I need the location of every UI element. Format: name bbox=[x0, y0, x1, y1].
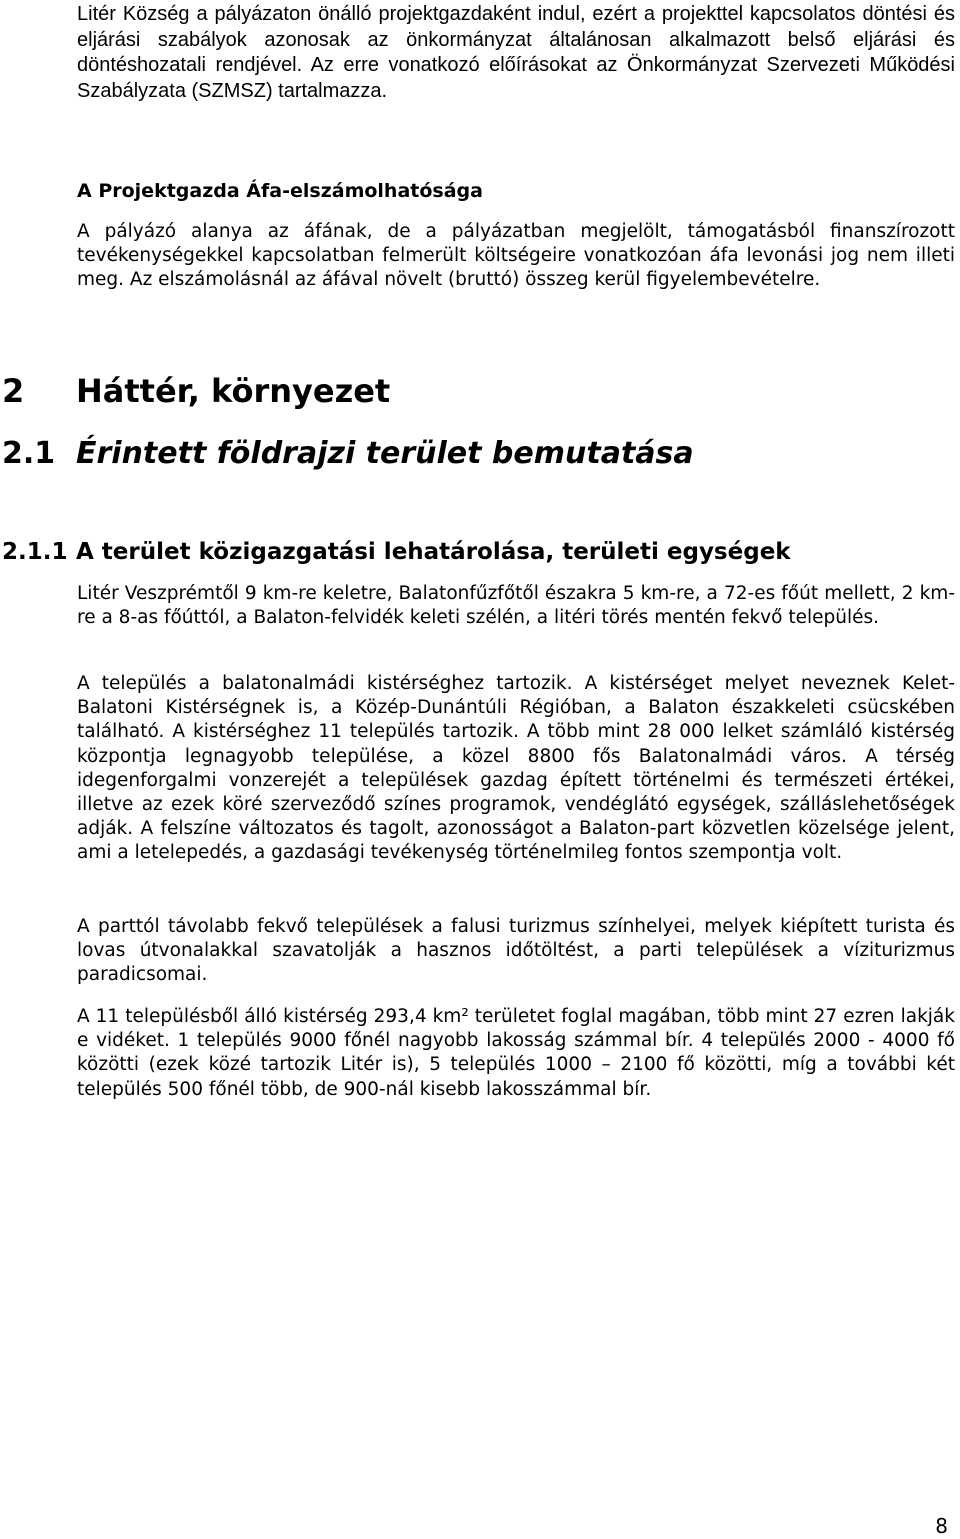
vat-section-heading: A Projektgazda Áfa-elszámolhatósága bbox=[77, 180, 483, 202]
subsection-title: A terület közigazgatási lehatárolása, területi egységek bbox=[76, 539, 791, 565]
body-paragraph: A település a balatonalmádi kistérséghez tartozik. A kistérséget melyet neveznek Kelet-Balatoni Kistérségnek is, a Közép-Dunántúli Régióban, a Balaton északkeleti csücskében található. A kistérséghez 11 település tartozik. A több mint 28 000 lelket számláló kistérség központja legnagyobb települése, a közel 8800 fős Balatonalmádi város. A térség idegenforgalmi vonzerejét a települések gazdag épített történelmi és természeti értékei, illetve az ezek köré szerveződő színes programok, vendéglátó egységek, szálláslehetőségek adják. A felszíne változatos és tagolt, azonosságot a Balaton-part közvetlen közelsége jelent, ami a letelepedés, a gazdasági tevékenység történelmileg fontos szempontja volt. bbox=[77, 673, 955, 864]
chapter-title: Háttér, környezet bbox=[76, 372, 391, 410]
chapter-number: 2 bbox=[2, 372, 25, 410]
body-paragraph: A 11 településből álló kistérség 293,4 km² területet foglal magában, több mint 27 ezren lakják e vidéket. 1 település 9000 főnél nagyobb lakosság számmal bír. 4 település 2000 - 4000 fő közötti (ezek közé tartozik Litér is), 5 település 1000 – 2100 fő közötti, míg a további két település 500 főnél több, de 900-nál kisebb lakosszámmal bír. bbox=[77, 1006, 955, 1100]
section-number: 2.1 bbox=[2, 436, 56, 471]
vat-section-paragraph: A pályázó alanya az áfának, de a pályázatban megjelölt, támogatásból finanszírozott tevékenységekkel kapcsolatban felmerült költségeire vonatkozóan áfa levonási jog nem illeti meg. Az elszámolásnál az áfával növelt (bruttó) összeg kerül figyelembevételre. bbox=[77, 221, 955, 291]
intro-paragraph: Litér Község a pályázaton önálló projektgazdaként indul, ezért a projekttel kapcsolatos döntési és eljárási szabályok azonosak az önkormányzat általánosan alkalmazott belső eljárási és döntéshozatali rendjével. Az erre vonatkozó előírásokat az Önkormányzat Szervezeti Működési Szabályzata (SZMSZ) tartalmazza. bbox=[77, 3, 955, 103]
section-title: Érintett földrajzi terület bemutatása bbox=[76, 436, 694, 471]
body-paragraph: Litér Veszprémtől 9 km-re keletre, Balatonfűzfőtől északra 5 km-re, a 72-es főút mellett, 2 km-re a 8-as főúttól, a Balaton-felvidék keleti szélén, a litéri törés mentén fekvő település. bbox=[77, 583, 955, 629]
page-number: 8 bbox=[935, 1514, 948, 1538]
subsection-number: 2.1.1 bbox=[2, 539, 68, 565]
body-paragraph: A parttól távolabb fekvő települések a falusi turizmus színhelyei, melyek kiépített turista és lovas útvonalakkal szavatolják a hasznos időtöltést, a parti települések a víziturizmus paradicsomai. bbox=[77, 916, 955, 986]
